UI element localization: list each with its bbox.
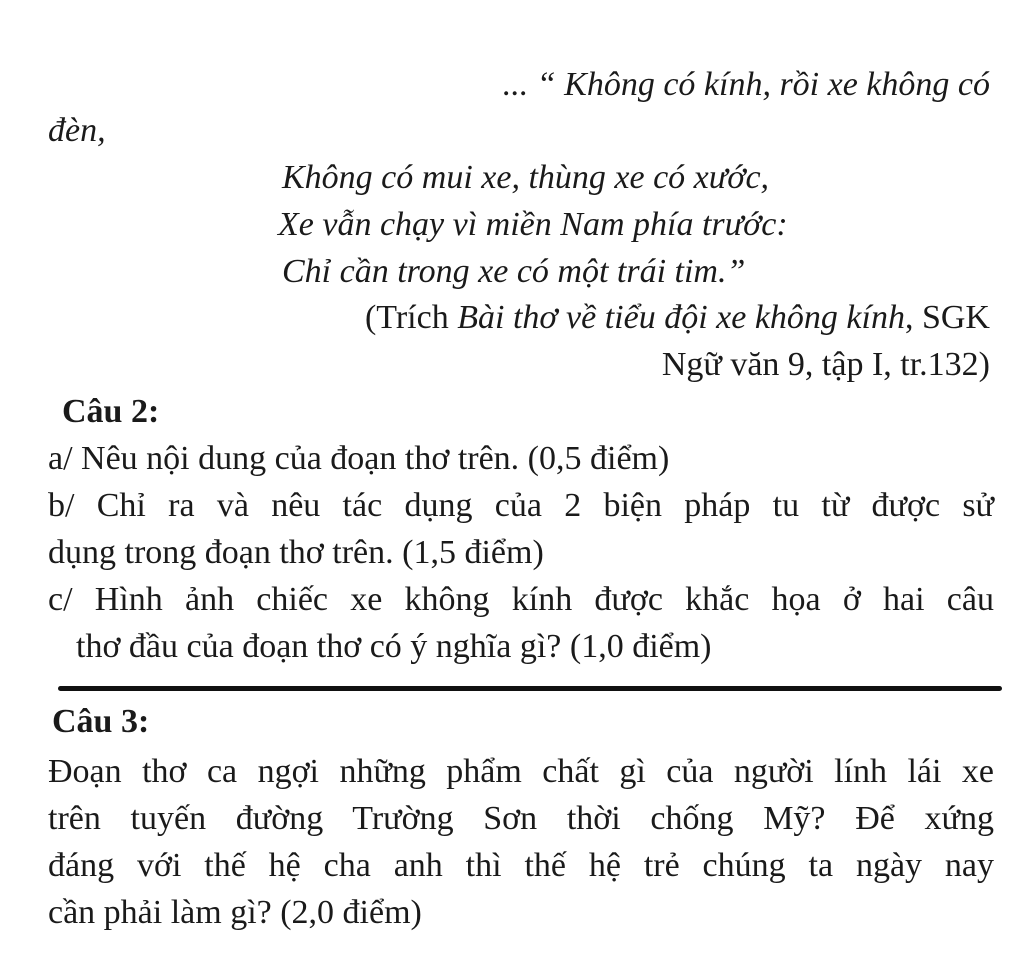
question-2-part-b-line-1: b/ Chỉ ra và nêu tác dụng của 2 biện pháp tu từ được sử xyxy=(48,487,994,524)
citation-rest: , SGK xyxy=(904,299,990,336)
question-2-heading: Câu 2: xyxy=(62,393,160,430)
poem-line-1: ... “ Không có kính, rồi xe không có xyxy=(502,66,990,103)
poem-line-2: Không có mui xe, thùng xe có xước, xyxy=(282,159,770,196)
question-2-part-a: a/ Nêu nội dung của đoạn thơ trên. (0,5 điểm) xyxy=(48,440,670,477)
poem-line-1-continued: đèn, xyxy=(48,112,106,149)
citation-line-2: Ngữ văn 9, tập I, tr.132) xyxy=(661,346,990,383)
question-3-line-1: Đoạn thơ ca ngợi những phẩm chất gì của người lính lái xe xyxy=(48,753,994,790)
question-3-heading: Câu 3: xyxy=(52,703,150,740)
citation-title: Bài thơ về tiểu đội xe không kính xyxy=(457,299,905,336)
question-3-line-3: đáng với thế hệ cha anh thì thế hệ trẻ chúng ta ngày nay xyxy=(48,847,994,884)
citation-open: (Trích xyxy=(364,299,458,336)
question-2-part-c-line-2: thơ đầu của đoạn thơ có ý nghĩa gì? (1,0 điểm) xyxy=(76,628,712,665)
question-3-line-4: cần phải làm gì? (2,0 điểm) xyxy=(48,894,422,931)
citation-line-1 xyxy=(365,296,990,340)
question-2-part-b-line-2: dụng trong đoạn thơ trên. (1,5 điểm) xyxy=(48,534,544,571)
question-3-line-2: trên tuyến đường Trường Sơn thời chống Mỹ? Để xứng xyxy=(48,800,994,837)
poem-line-4: Chỉ cần trong xe có một trái tim.” xyxy=(282,253,746,290)
section-divider xyxy=(58,686,1002,691)
question-2-part-c-line-1: c/ Hình ảnh chiếc xe không kính được khắc họa ở hai câu xyxy=(48,581,994,618)
poem-line-3: Xe vẫn chạy vì miền Nam phía trước: xyxy=(278,206,788,243)
